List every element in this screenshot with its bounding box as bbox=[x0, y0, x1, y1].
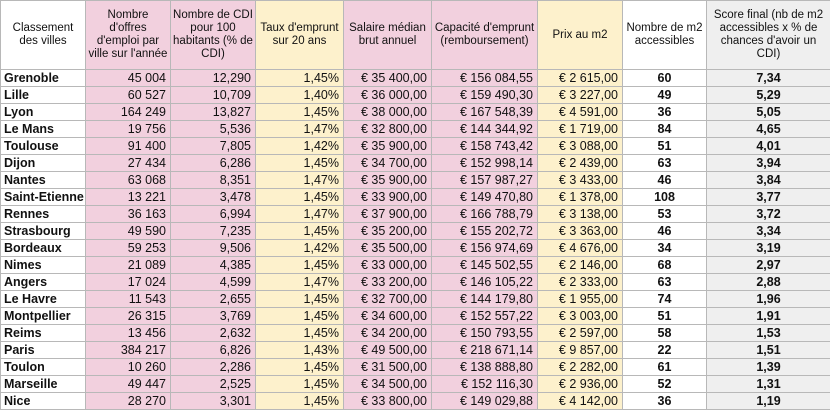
final-score-cell: 2,88 bbox=[707, 274, 830, 291]
price-per-m2-cell: € 1 719,00 bbox=[538, 121, 623, 138]
city-name-cell: Le Havre bbox=[1, 291, 86, 308]
loan-rate-cell: 1,47% bbox=[256, 121, 344, 138]
borrowing-capacity-cell: € 156 974,69 bbox=[432, 240, 538, 257]
median-salary-cell: € 33 200,00 bbox=[344, 274, 432, 291]
loan-rate-cell: 1,45% bbox=[256, 393, 344, 410]
price-per-m2-cell: € 4 676,00 bbox=[538, 240, 623, 257]
loan-rate-cell: 1,45% bbox=[256, 189, 344, 206]
header-cell: Classement des villes bbox=[1, 1, 86, 70]
table-body bbox=[1, 70, 830, 410]
table-row bbox=[1, 223, 830, 240]
city-name-cell: Lyon bbox=[1, 104, 86, 121]
price-per-m2-cell: € 9 857,00 bbox=[538, 342, 623, 359]
final-score-cell: 1,96 bbox=[707, 291, 830, 308]
cdi-rate-cell: 4,599 bbox=[171, 274, 256, 291]
city-name-cell: Saint-Etienne bbox=[1, 189, 86, 206]
price-per-m2-cell: € 3 088,00 bbox=[538, 138, 623, 155]
loan-rate-cell: 1,45% bbox=[256, 291, 344, 308]
table-row bbox=[1, 240, 830, 257]
table-row bbox=[1, 87, 830, 104]
cdi-rate-cell: 7,805 bbox=[171, 138, 256, 155]
cdi-rate-cell: 4,385 bbox=[171, 257, 256, 274]
price-per-m2-cell: € 3 227,00 bbox=[538, 87, 623, 104]
median-salary-cell: € 34 500,00 bbox=[344, 376, 432, 393]
loan-rate-cell: 1,45% bbox=[256, 70, 344, 87]
city-name-cell: Lille bbox=[1, 87, 86, 104]
city-name-cell: Dijon bbox=[1, 155, 86, 172]
loan-rate-cell: 1,47% bbox=[256, 172, 344, 189]
city-name-cell: Le Mans bbox=[1, 121, 86, 138]
table-row bbox=[1, 376, 830, 393]
borrowing-capacity-cell: € 155 202,72 bbox=[432, 223, 538, 240]
price-per-m2-cell: € 1 378,00 bbox=[538, 189, 623, 206]
price-per-m2-cell: € 2 597,00 bbox=[538, 325, 623, 342]
job-offers-cell: 28 270 bbox=[86, 393, 171, 410]
table-row bbox=[1, 359, 830, 376]
borrowing-capacity-cell: € 152 557,22 bbox=[432, 308, 538, 325]
loan-rate-cell: 1,42% bbox=[256, 240, 344, 257]
loan-rate-cell: 1,45% bbox=[256, 257, 344, 274]
city-name-cell: Strasbourg bbox=[1, 223, 86, 240]
loan-rate-cell: 1,47% bbox=[256, 206, 344, 223]
city-name-cell: Toulouse bbox=[1, 138, 86, 155]
final-score-cell: 1,91 bbox=[707, 308, 830, 325]
median-salary-cell: € 33 800,00 bbox=[344, 393, 432, 410]
table-row bbox=[1, 325, 830, 342]
price-per-m2-cell: € 3 363,00 bbox=[538, 223, 623, 240]
median-salary-cell: € 31 500,00 bbox=[344, 359, 432, 376]
table-row bbox=[1, 70, 830, 87]
accessible-m2-cell: 108 bbox=[623, 189, 707, 206]
cdi-rate-cell: 12,290 bbox=[171, 70, 256, 87]
borrowing-capacity-cell: € 149 470,80 bbox=[432, 189, 538, 206]
table-row bbox=[1, 257, 830, 274]
city-name-cell: Montpellier bbox=[1, 308, 86, 325]
borrowing-capacity-cell: € 157 987,27 bbox=[432, 172, 538, 189]
cdi-rate-cell: 8,351 bbox=[171, 172, 256, 189]
job-offers-cell: 21 089 bbox=[86, 257, 171, 274]
final-score-cell: 3,72 bbox=[707, 206, 830, 223]
header-cell: Salaire médian brut annuel bbox=[344, 1, 432, 70]
accessible-m2-cell: 68 bbox=[623, 257, 707, 274]
cdi-rate-cell: 2,525 bbox=[171, 376, 256, 393]
median-salary-cell: € 35 900,00 bbox=[344, 138, 432, 155]
accessible-m2-cell: 84 bbox=[623, 121, 707, 138]
final-score-cell: 3,84 bbox=[707, 172, 830, 189]
cdi-rate-cell: 6,826 bbox=[171, 342, 256, 359]
price-per-m2-cell: € 2 282,00 bbox=[538, 359, 623, 376]
borrowing-capacity-cell: € 167 548,39 bbox=[432, 104, 538, 121]
city-name-cell: Paris bbox=[1, 342, 86, 359]
accessible-m2-cell: 58 bbox=[623, 325, 707, 342]
cdi-rate-cell: 2,655 bbox=[171, 291, 256, 308]
job-offers-cell: 63 068 bbox=[86, 172, 171, 189]
table-row bbox=[1, 308, 830, 325]
cdi-rate-cell: 2,632 bbox=[171, 325, 256, 342]
accessible-m2-cell: 46 bbox=[623, 223, 707, 240]
accessible-m2-cell: 60 bbox=[623, 70, 707, 87]
loan-rate-cell: 1,40% bbox=[256, 87, 344, 104]
job-offers-cell: 164 249 bbox=[86, 104, 171, 121]
job-offers-cell: 45 004 bbox=[86, 70, 171, 87]
city-name-cell: Angers bbox=[1, 274, 86, 291]
header-cell: Taux d'emprunt sur 20 ans bbox=[256, 1, 344, 70]
price-per-m2-cell: € 2 333,00 bbox=[538, 274, 623, 291]
median-salary-cell: € 36 000,00 bbox=[344, 87, 432, 104]
price-per-m2-cell: € 3 138,00 bbox=[538, 206, 623, 223]
cdi-rate-cell: 3,769 bbox=[171, 308, 256, 325]
median-salary-cell: € 35 900,00 bbox=[344, 172, 432, 189]
borrowing-capacity-cell: € 156 084,55 bbox=[432, 70, 538, 87]
loan-rate-cell: 1,45% bbox=[256, 104, 344, 121]
final-score-cell: 2,97 bbox=[707, 257, 830, 274]
accessible-m2-cell: 22 bbox=[623, 342, 707, 359]
accessible-m2-cell: 51 bbox=[623, 308, 707, 325]
table-row bbox=[1, 104, 830, 121]
borrowing-capacity-cell: € 158 743,42 bbox=[432, 138, 538, 155]
cdi-rate-cell: 5,536 bbox=[171, 121, 256, 138]
table-row bbox=[1, 155, 830, 172]
cdi-rate-cell: 7,235 bbox=[171, 223, 256, 240]
borrowing-capacity-cell: € 218 671,14 bbox=[432, 342, 538, 359]
city-name-cell: Bordeaux bbox=[1, 240, 86, 257]
loan-rate-cell: 1,45% bbox=[256, 325, 344, 342]
loan-rate-cell: 1,45% bbox=[256, 359, 344, 376]
accessible-m2-cell: 51 bbox=[623, 138, 707, 155]
cdi-rate-cell: 13,827 bbox=[171, 104, 256, 121]
loan-rate-cell: 1,43% bbox=[256, 342, 344, 359]
borrowing-capacity-cell: € 144 344,92 bbox=[432, 121, 538, 138]
price-per-m2-cell: € 4 591,00 bbox=[538, 104, 623, 121]
median-salary-cell: € 33 900,00 bbox=[344, 189, 432, 206]
median-salary-cell: € 49 500,00 bbox=[344, 342, 432, 359]
borrowing-capacity-cell: € 146 105,22 bbox=[432, 274, 538, 291]
borrowing-capacity-cell: € 159 490,30 bbox=[432, 87, 538, 104]
median-salary-cell: € 32 800,00 bbox=[344, 121, 432, 138]
accessible-m2-cell: 49 bbox=[623, 87, 707, 104]
city-name-cell: Nantes bbox=[1, 172, 86, 189]
job-offers-cell: 49 447 bbox=[86, 376, 171, 393]
job-offers-cell: 60 527 bbox=[86, 87, 171, 104]
header-cell: Prix au m2 bbox=[538, 1, 623, 70]
cdi-rate-cell: 6,994 bbox=[171, 206, 256, 223]
price-per-m2-cell: € 2 615,00 bbox=[538, 70, 623, 87]
header-row bbox=[1, 1, 830, 70]
median-salary-cell: € 35 400,00 bbox=[344, 70, 432, 87]
table-row bbox=[1, 291, 830, 308]
job-offers-cell: 13 456 bbox=[86, 325, 171, 342]
final-score-cell: 3,34 bbox=[707, 223, 830, 240]
price-per-m2-cell: € 3 003,00 bbox=[538, 308, 623, 325]
final-score-cell: 1,19 bbox=[707, 393, 830, 410]
accessible-m2-cell: 36 bbox=[623, 104, 707, 121]
city-name-cell: Rennes bbox=[1, 206, 86, 223]
final-score-cell: 3,19 bbox=[707, 240, 830, 257]
job-offers-cell: 59 253 bbox=[86, 240, 171, 257]
final-score-cell: 5,05 bbox=[707, 104, 830, 121]
accessible-m2-cell: 74 bbox=[623, 291, 707, 308]
borrowing-capacity-cell: € 149 029,88 bbox=[432, 393, 538, 410]
table-row bbox=[1, 138, 830, 155]
final-score-cell: 1,51 bbox=[707, 342, 830, 359]
price-per-m2-cell: € 2 439,00 bbox=[538, 155, 623, 172]
cdi-rate-cell: 9,506 bbox=[171, 240, 256, 257]
header-cell: Nombre d'offres d'emploi par ville sur l'année bbox=[86, 1, 171, 70]
median-salary-cell: € 33 000,00 bbox=[344, 257, 432, 274]
final-score-cell: 1,53 bbox=[707, 325, 830, 342]
table-row bbox=[1, 172, 830, 189]
loan-rate-cell: 1,42% bbox=[256, 138, 344, 155]
accessible-m2-cell: 52 bbox=[623, 376, 707, 393]
cdi-rate-cell: 3,301 bbox=[171, 393, 256, 410]
accessible-m2-cell: 63 bbox=[623, 274, 707, 291]
job-offers-cell: 13 221 bbox=[86, 189, 171, 206]
loan-rate-cell: 1,47% bbox=[256, 274, 344, 291]
median-salary-cell: € 32 700,00 bbox=[344, 291, 432, 308]
job-offers-cell: 27 434 bbox=[86, 155, 171, 172]
table-row bbox=[1, 342, 830, 359]
cdi-rate-cell: 2,286 bbox=[171, 359, 256, 376]
borrowing-capacity-cell: € 150 793,55 bbox=[432, 325, 538, 342]
accessible-m2-cell: 36 bbox=[623, 393, 707, 410]
final-score-cell: 3,77 bbox=[707, 189, 830, 206]
median-salary-cell: € 38 000,00 bbox=[344, 104, 432, 121]
price-per-m2-cell: € 2 146,00 bbox=[538, 257, 623, 274]
borrowing-capacity-cell: € 138 888,80 bbox=[432, 359, 538, 376]
price-per-m2-cell: € 1 955,00 bbox=[538, 291, 623, 308]
job-offers-cell: 10 260 bbox=[86, 359, 171, 376]
city-name-cell: Reims bbox=[1, 325, 86, 342]
accessible-m2-cell: 61 bbox=[623, 359, 707, 376]
table-row bbox=[1, 274, 830, 291]
borrowing-capacity-cell: € 144 179,80 bbox=[432, 291, 538, 308]
table-row bbox=[1, 189, 830, 206]
borrowing-capacity-cell: € 152 998,14 bbox=[432, 155, 538, 172]
job-offers-cell: 17 024 bbox=[86, 274, 171, 291]
header-cell: Capacité d'emprunt (remboursement) bbox=[432, 1, 538, 70]
median-salary-cell: € 34 200,00 bbox=[344, 325, 432, 342]
median-salary-cell: € 34 700,00 bbox=[344, 155, 432, 172]
loan-rate-cell: 1,45% bbox=[256, 376, 344, 393]
final-score-cell: 5,29 bbox=[707, 87, 830, 104]
borrowing-capacity-cell: € 152 116,30 bbox=[432, 376, 538, 393]
cdi-rate-cell: 6,286 bbox=[171, 155, 256, 172]
median-salary-cell: € 37 900,00 bbox=[344, 206, 432, 223]
job-offers-cell: 49 590 bbox=[86, 223, 171, 240]
loan-rate-cell: 1,45% bbox=[256, 155, 344, 172]
job-offers-cell: 91 400 bbox=[86, 138, 171, 155]
city-name-cell: Grenoble bbox=[1, 70, 86, 87]
median-salary-cell: € 34 600,00 bbox=[344, 308, 432, 325]
borrowing-capacity-cell: € 145 502,55 bbox=[432, 257, 538, 274]
loan-rate-cell: 1,45% bbox=[256, 223, 344, 240]
job-offers-cell: 11 543 bbox=[86, 291, 171, 308]
final-score-cell: 3,94 bbox=[707, 155, 830, 172]
header-cell: Nombre de CDI pour 100 habitants (% de CDI) bbox=[171, 1, 256, 70]
city-name-cell: Toulon bbox=[1, 359, 86, 376]
job-offers-cell: 384 217 bbox=[86, 342, 171, 359]
price-per-m2-cell: € 3 433,00 bbox=[538, 172, 623, 189]
cdi-rate-cell: 3,478 bbox=[171, 189, 256, 206]
city-name-cell: Nice bbox=[1, 393, 86, 410]
accessible-m2-cell: 53 bbox=[623, 206, 707, 223]
final-score-cell: 1,31 bbox=[707, 376, 830, 393]
table-row bbox=[1, 206, 830, 223]
table-row bbox=[1, 121, 830, 138]
final-score-cell: 4,01 bbox=[707, 138, 830, 155]
accessible-m2-cell: 46 bbox=[623, 172, 707, 189]
table-row bbox=[1, 393, 830, 410]
loan-rate-cell: 1,45% bbox=[256, 308, 344, 325]
borrowing-capacity-cell: € 166 788,79 bbox=[432, 206, 538, 223]
job-offers-cell: 19 756 bbox=[86, 121, 171, 138]
price-per-m2-cell: € 4 142,00 bbox=[538, 393, 623, 410]
median-salary-cell: € 35 200,00 bbox=[344, 223, 432, 240]
job-offers-cell: 36 163 bbox=[86, 206, 171, 223]
cdi-rate-cell: 10,709 bbox=[171, 87, 256, 104]
price-per-m2-cell: € 2 936,00 bbox=[538, 376, 623, 393]
median-salary-cell: € 35 500,00 bbox=[344, 240, 432, 257]
final-score-cell: 1,39 bbox=[707, 359, 830, 376]
accessible-m2-cell: 63 bbox=[623, 155, 707, 172]
final-score-cell: 4,65 bbox=[707, 121, 830, 138]
header-cell: Nombre de m2 accessibles bbox=[623, 1, 707, 70]
header-cell: Score final (nb de m2 accessibles x % de chances d'avoir un CDI) bbox=[707, 1, 830, 70]
city-name-cell: Nimes bbox=[1, 257, 86, 274]
job-offers-cell: 26 315 bbox=[86, 308, 171, 325]
accessible-m2-cell: 34 bbox=[623, 240, 707, 257]
city-name-cell: Marseille bbox=[1, 376, 86, 393]
final-score-cell: 7,34 bbox=[707, 70, 830, 87]
